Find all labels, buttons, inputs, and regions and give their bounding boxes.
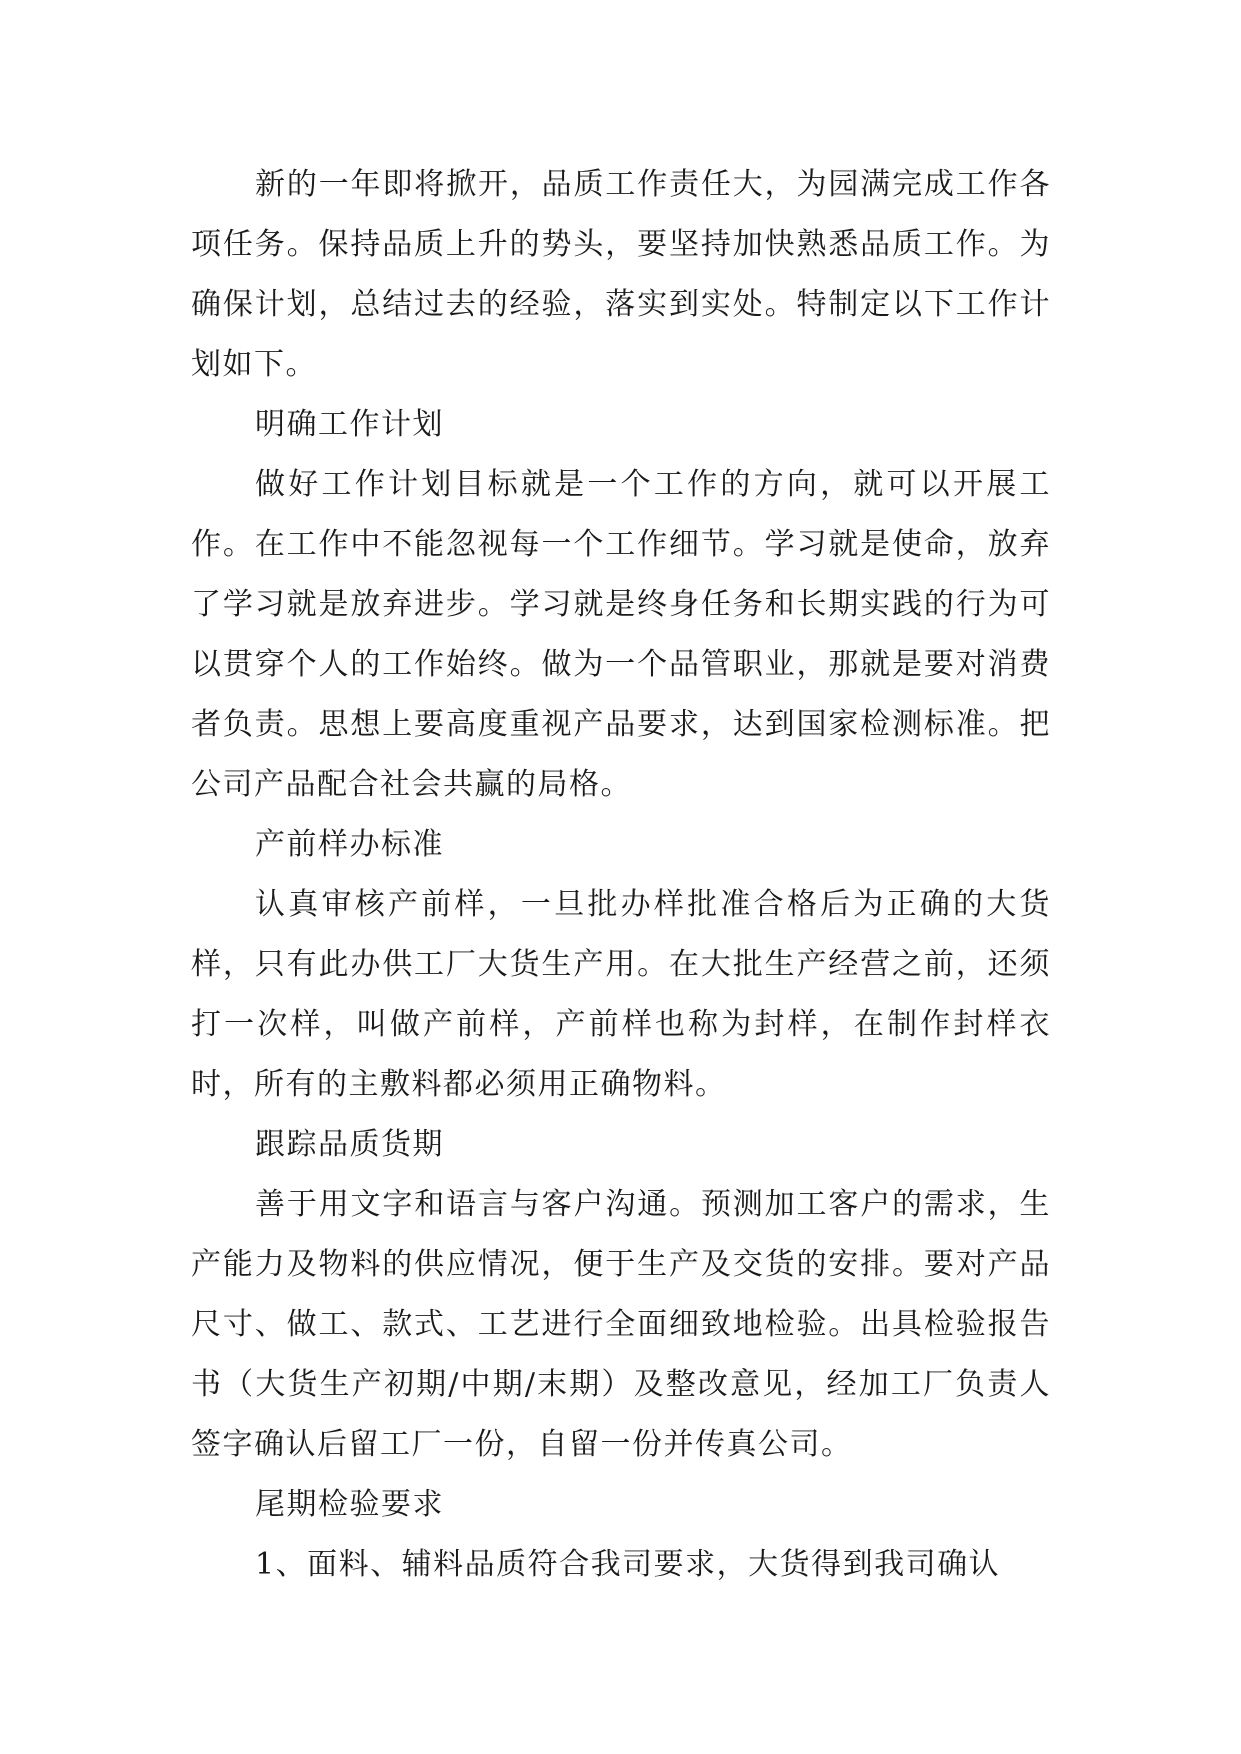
section-heading-work-plan: 明确工作计划 — [255, 407, 444, 442]
work-plan-paragraph: 做好工作计划目标就是一个工作的方向，就可以开展工作。在工作中不能忽视每一个工作细节。学习就是使命，放弃了学习就是放弃进步。学习就是终身任务和长期实践的行为可以贯穿个人的工作始终。做为一个品管职业，那就是要对消费者负责。思想上要高度重视产品要求，达到国家检测标准。把公司产品配合社会共赢的局格。 — [191, 467, 1051, 802]
pre-production-sample-paragraph: 认真审核产前样，一旦批办样批准合格后为正确的大货样，只有此办供工厂大货生产用。在大批生产经营之前，还须打一次样，叫做产前样，产前样也称为封样，在制作封样衣时，所有的主敷料都必须用正确物料。 — [191, 887, 1051, 1102]
document-body — [191, 155, 1051, 1595]
section-heading-final-inspection: 尾期检验要求 — [255, 1487, 444, 1522]
final-inspection-paragraph: 1、面料、辅料品质符合我司要求，大货得到我司确认 — [255, 1547, 1001, 1582]
intro-paragraph: 新的一年即将掀开，品质工作责任大，为园满完成工作各项任务。保持品质上升的势头，要坚持加快熟悉品质工作。为确保计划，总结过去的经验，落实到实处。特制定以下工作计划如下。 — [191, 167, 1051, 382]
section-heading-quality-tracking: 跟踪品质货期 — [255, 1127, 444, 1162]
quality-tracking-paragraph: 善于用文字和语言与客户沟通。预测加工客户的需求，生产能力及物料的供应情况，便于生产及交货的安排。要对产品尺寸、做工、款式、工艺进行全面细致地检验。出具检验报告书（大货生产初期/中期/末期）及整改意见，经加工厂负责人签字确认后留工厂一份，自留一份并传真公司。 — [191, 1187, 1051, 1462]
section-heading-pre-production-sample: 产前样办标准 — [255, 827, 444, 862]
